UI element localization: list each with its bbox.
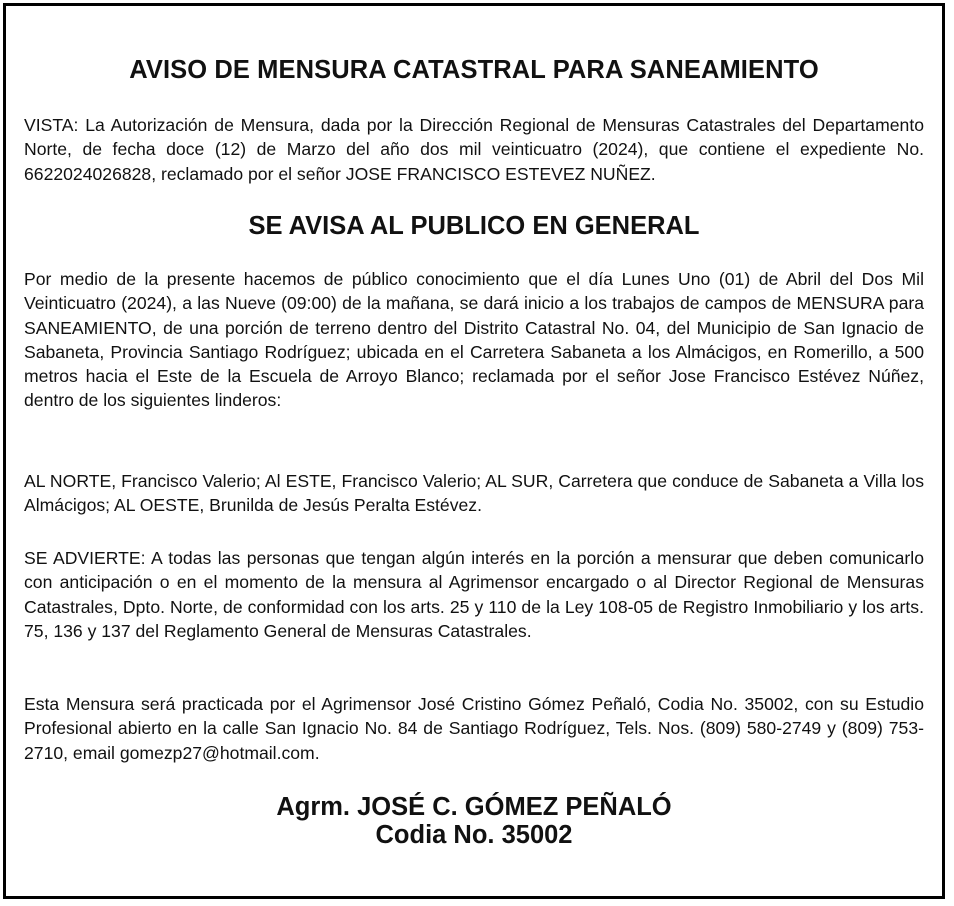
warning-paragraph: SE ADVIERTE: A todas las personas que tengan algún interés en la porción a mensurar que deben comunicarlo con anticipación o en el momento de la mensura al Agrimensor encargado o al Director Regional de Mensuras Catastrales, Dpto. Norte, de conformidad con los arts. 25 y 110 de la Ley 108-05 de Registro Inmobiliario y los arts. 75, 136 y 137 del Reglamento General de Mensuras Catastrales. [24,548,924,641]
boundaries-paragraph: AL NORTE, Francisco Valerio; Al ESTE, Francisco Valerio; AL SUR, Carretera que conduce de Sabaneta a Villa los Almácigos; AL OESTE, Brunilda de Jesús Peralta Estévez. [24,471,924,516]
signature-name: Agrm. JOSÉ C. GÓMEZ PEÑALÓ [276,793,672,821]
surveyor-info-paragraph: Esta Mensura será practicada por el Agrimensor José Cristino Gómez Peñaló, Codia No. 35002, con su Estudio Profesional abierto en la calle San Ignacio No. 84 de Santiago Rodríguez, Tels. Nos. (809) 580-2749 y (809) 753-2710, email gomezp27@hotmail.com. [24,694,924,763]
announcement-paragraph: Por medio de la presente hacemos de público conocimiento que el día Lunes Uno (01) de Abril del Dos Mil Veinticuatro (2024), a las Nueve (09:00) de la mañana, se dará inicio a los trabajos de campos de MENSURA para SANEAMIENTO, de una porción de terreno dentro del Distrito Catastral No. 04, del Municipio de San Ignacio de Sabaneta, Provincia Santiago Rodríguez; ubicada en el Carretera Sabaneta a los Almácigos, en Romerillo, a 500 metros hacia el Este de la Escuela de Arroyo Blanco; reclamada por el señor Jose Francisco Estévez Núñez, dentro de los siguientes linderos: [24,269,924,411]
notice-title: AVISO DE MENSURA CATASTRAL PARA SANEAMIENTO [129,56,819,84]
vista-paragraph: VISTA: La Autorización de Mensura, dada por la Dirección Regional de Mensuras Catastrales del Departamento Norte, de fecha doce (12) de Marzo del año dos mil veinticuatro (2024), que contiene el expediente No. 6622024026828, reclamado por el señor JOSE FRANCISCO ESTEVEZ NUÑEZ. [24,115,924,184]
signature-codia: Codia No. 35002 [375,821,573,849]
notice-box [3,3,945,899]
notice-subtitle: SE AVISA AL PUBLICO EN GENERAL [248,212,700,240]
signature-block [24,793,924,849]
